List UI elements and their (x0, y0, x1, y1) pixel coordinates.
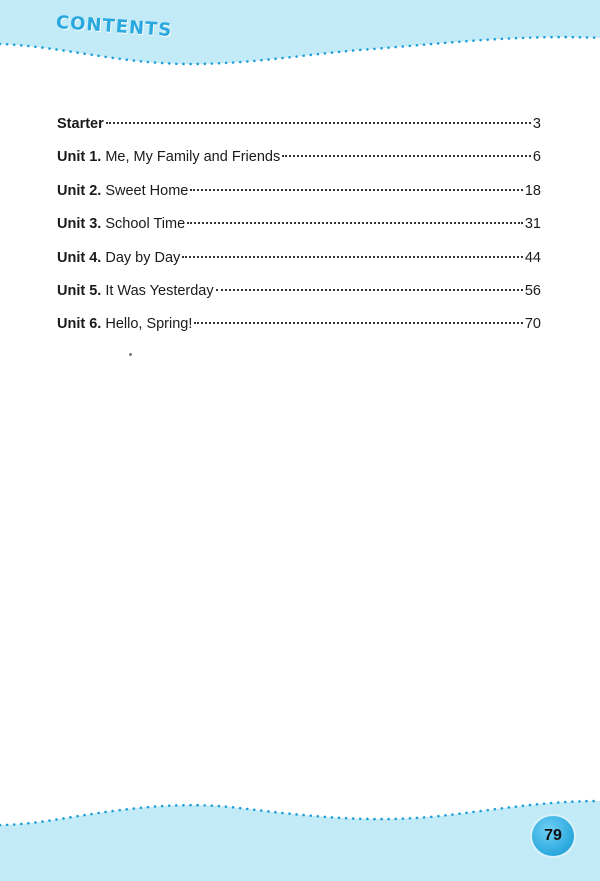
toc-unit: Starter (57, 116, 104, 132)
print-speck (129, 353, 132, 356)
toc-label (57, 249, 180, 267)
toc-row-unit-4[interactable] (57, 249, 541, 282)
toc-label (57, 315, 192, 333)
toc-page-number: 56 (524, 282, 541, 299)
dot-leader (106, 122, 531, 124)
dot-leader (190, 189, 523, 191)
toc-row-unit-6[interactable] (57, 315, 541, 348)
dot-leader (194, 322, 522, 324)
dot-leader (282, 155, 531, 157)
toc-row-unit-1[interactable] (57, 148, 541, 181)
dot-leader (216, 289, 523, 291)
toc-unit: Unit 5. (57, 282, 102, 299)
toc-unit: Unit 4. (57, 249, 102, 266)
toc-page-number: 6 (532, 149, 541, 166)
toc-label (57, 115, 104, 133)
toc-row-unit-3[interactable] (57, 215, 541, 248)
toc-row-unit-2[interactable] (57, 182, 541, 215)
table-of-contents (57, 115, 541, 349)
toc-label (57, 148, 280, 166)
toc-title: Me, My Family and Friends (105, 149, 281, 166)
toc-unit: Unit 2. (57, 182, 102, 199)
page-number: 79 (544, 827, 562, 844)
toc-title: It Was Yesterday (105, 282, 214, 299)
toc-row-starter[interactable] (57, 115, 541, 148)
toc-label (57, 282, 214, 300)
toc-label (57, 182, 188, 200)
toc-label (57, 215, 185, 233)
toc-page-number: 3 (532, 116, 541, 132)
toc-title: Day by Day (105, 249, 181, 266)
dot-leader (187, 222, 523, 224)
toc-page-number: 70 (524, 316, 541, 333)
toc-unit: Unit 1. (57, 149, 102, 166)
toc-unit: Unit 3. (57, 216, 102, 233)
dot-leader (182, 256, 523, 258)
toc-row-unit-5[interactable] (57, 282, 541, 315)
footer-wave-band (0, 781, 600, 881)
toc-page-number: 31 (524, 216, 541, 233)
page-number-badge (532, 816, 574, 856)
toc-title: Sweet Home (105, 182, 189, 199)
toc-title: Hello, Spring! (105, 316, 193, 333)
toc-page-number: 44 (524, 249, 541, 266)
contents-title: CONTENTS (55, 12, 173, 42)
toc-page-number: 18 (524, 182, 541, 199)
toc-title: School Time (105, 216, 186, 233)
toc-unit: Unit 6. (57, 316, 102, 333)
